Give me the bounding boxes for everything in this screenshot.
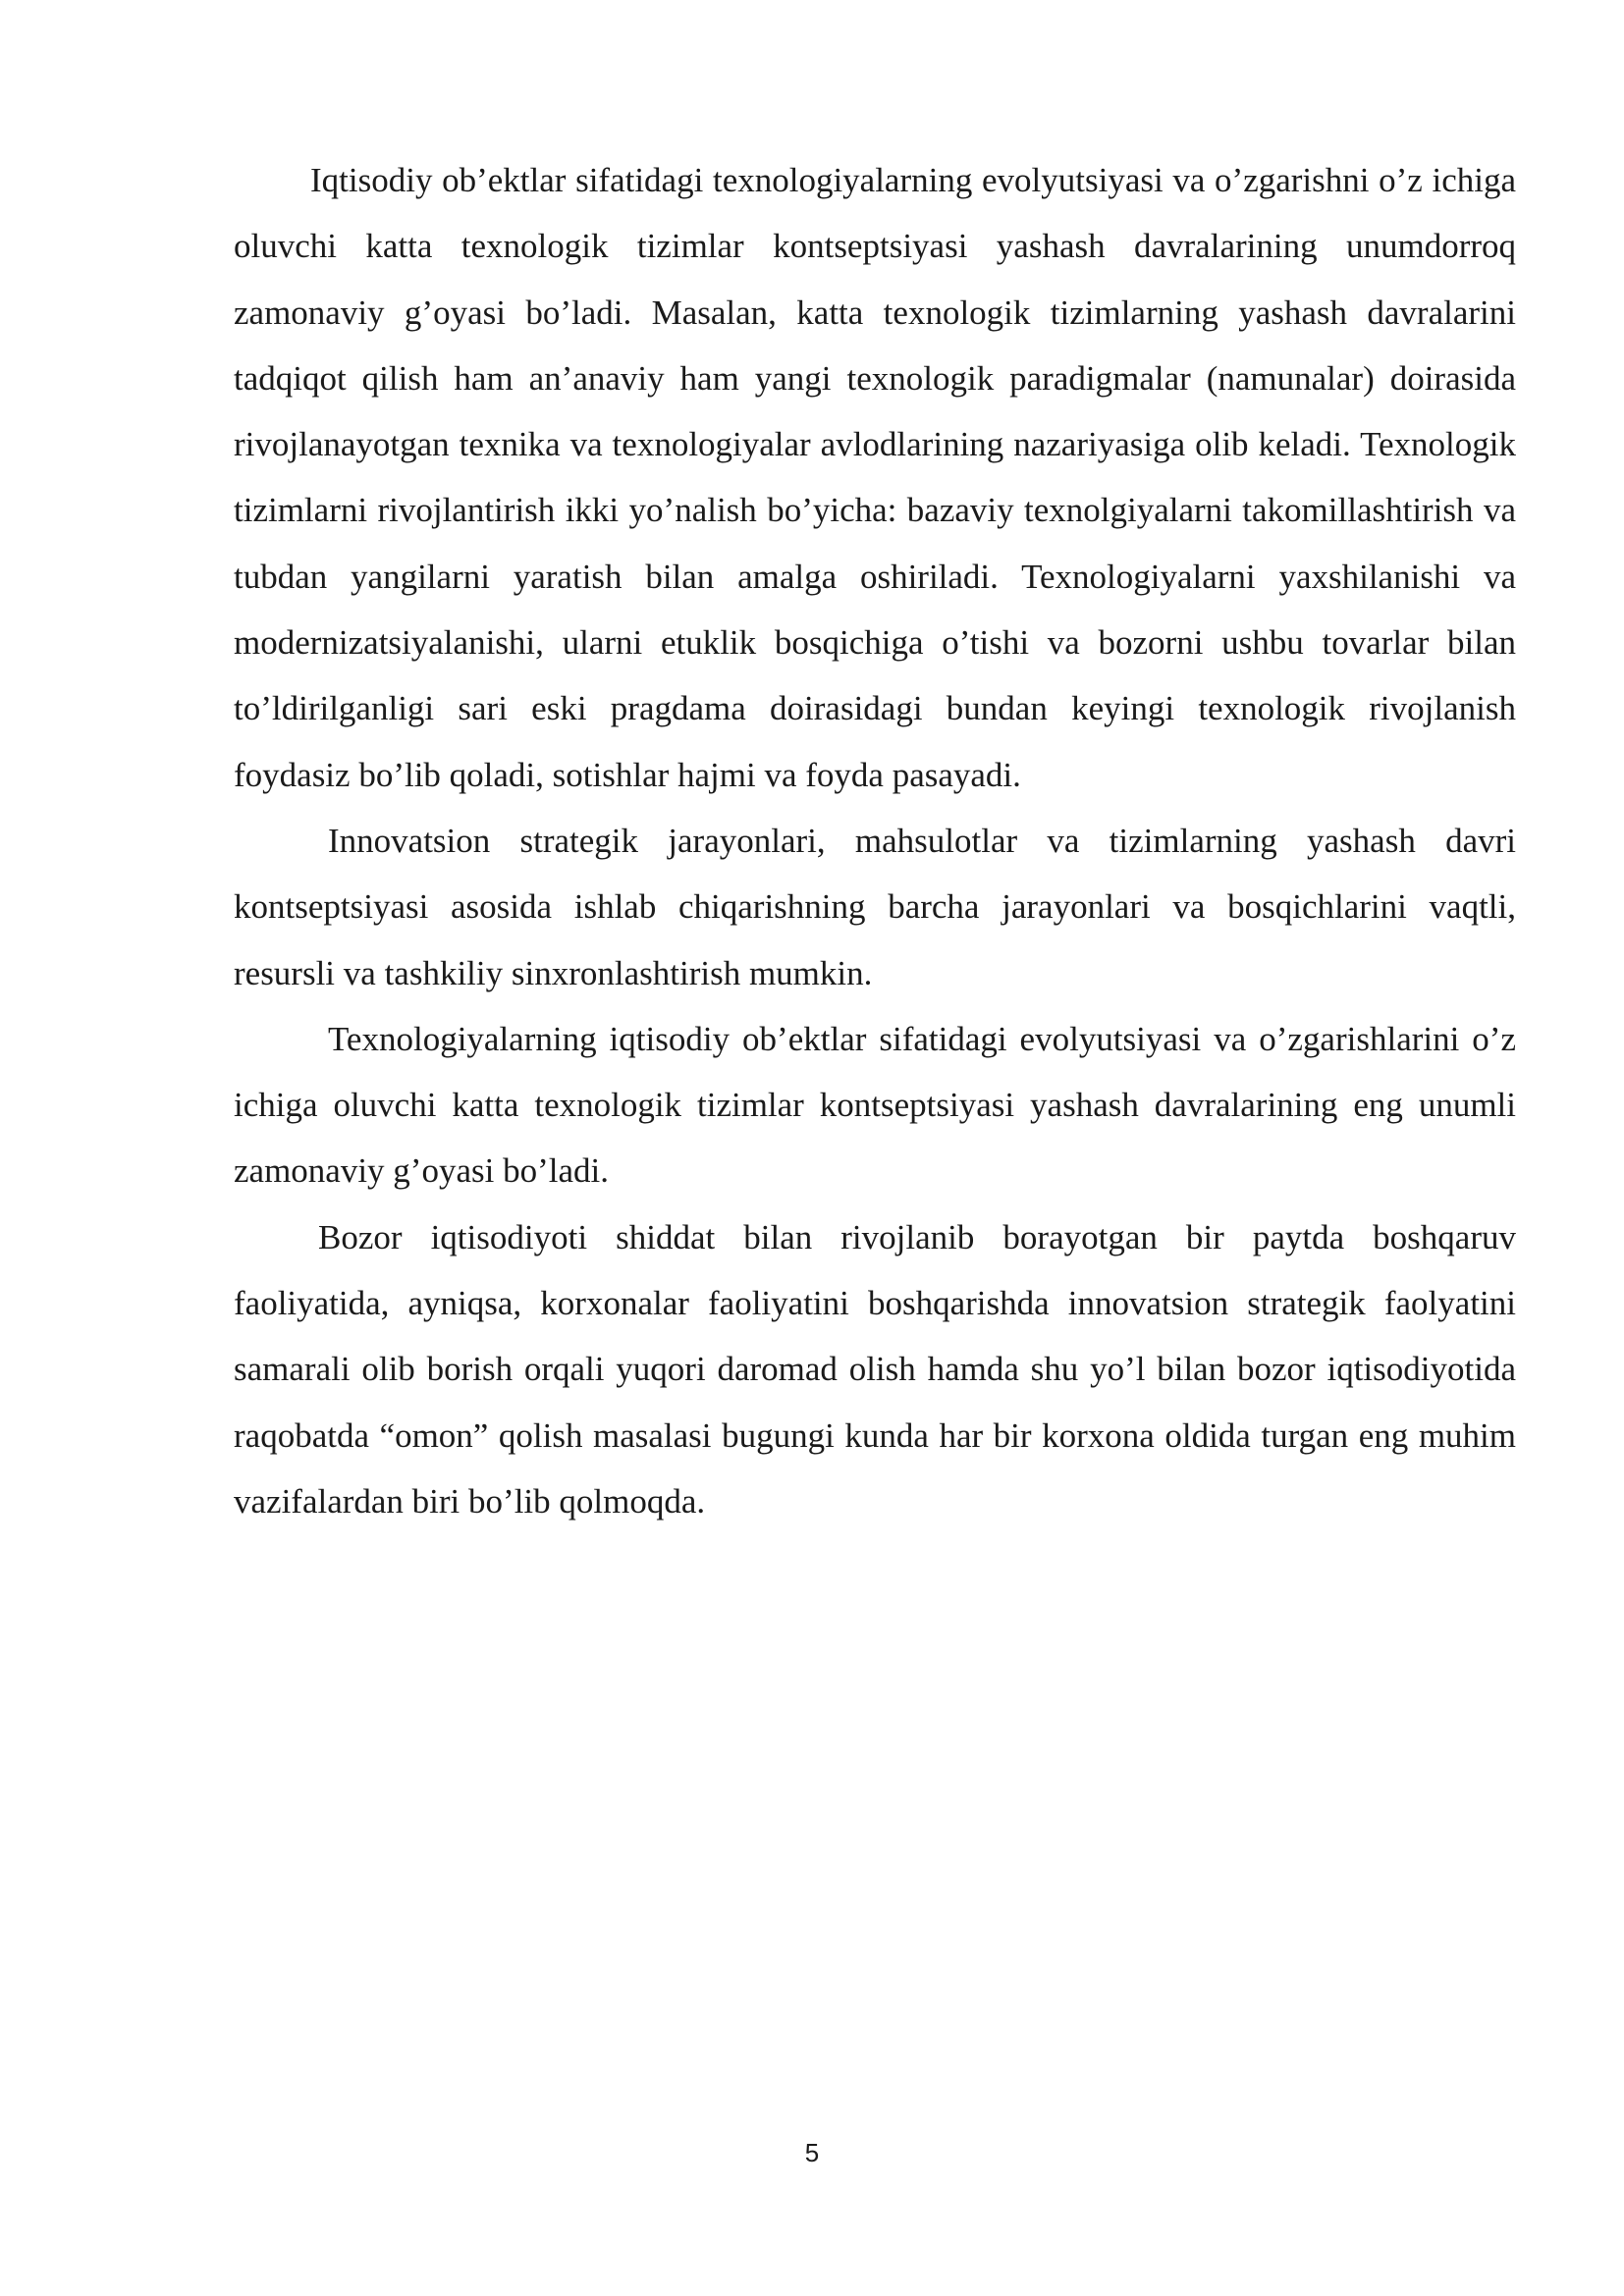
page-number: 5	[804, 2138, 820, 2167]
paragraph-2: Innovatsion strategik jarayonlari, mahsulotlar va tizimlarning yashash davri kontseptsiyasi asosida ishlab chiqarishning barcha jarayonlari va bosqichlarini vaqtli, resursli va tashkiliy sinxronlashtirish mumkin.	[234, 821, 1516, 992]
paragraph-4: Bozor iqtisodiyoti shiddat bilan rivojlanib borayotgan bir paytda boshqaruv faoliyatida, ayniqsa, korxonalar faoliyatini boshqarishda innovatsion strategik faolyatini samarali olib borish orqali yuqori daromad olish hamda shu yo’l bilan bozor iqtisodiyotida raqobatda “omon” qolish masalasi bugungi kunda har bir korxona oldida turgan eng muhim vazifalardan biri bo’lib qolmoqda.	[234, 1217, 1516, 1521]
paragraph-3: Texnologiyalarning iqtisodiy ob’ektlar sifatidagi evolyutsiyasi va o’zgarishlarini o’z ichiga oluvchi katta texnologik tizimlar kontseptsiyasi yashash davralarining eng unumli zamonaviy g’oyasi bo’ladi.	[234, 1019, 1516, 1191]
paragraph-1: Iqtisodiy ob’ektlar sifatidagi texnologiyalarning evolyutsiyasi va o’zgarishni o’z ichiga oluvchi katta texnologik tizimlar kontseptsiyasi yashash davralarining unumdorroq zamonaviy g’oyasi bo’ladi. Masalan, katta texnologik tizimlarning yashash davralarini tadqiqot qilish ham an’anaviy ham yangi texnologik paradigmalar (namunalar) doirasida rivojlanayotgan texnika va texnologiyalar avlodlarining nazariyasiga olib keladi. Texnologik tizimlarni rivojlantirish ikki yo’nalish bo’yicha: bazaviy texnolgiyalarni takomillashtirish va tubdan yangilarni yaratish bilan amalga oshiriladi. Texnologiyalarni yaxshilanishi va modernizatsiyalanishi, ularni etuklik bosqichiga o’tishi va bozorni ushbu tovarlar bilan to’ldirilganligi sari eski pragdama doirasidagi bundan keyingi texnologik rivojlanish foydasiz bo’lib qoladi, sotishlar hajmi va foyda pasayadi.	[234, 161, 1516, 794]
body-text	[234, 147, 1516, 1534]
